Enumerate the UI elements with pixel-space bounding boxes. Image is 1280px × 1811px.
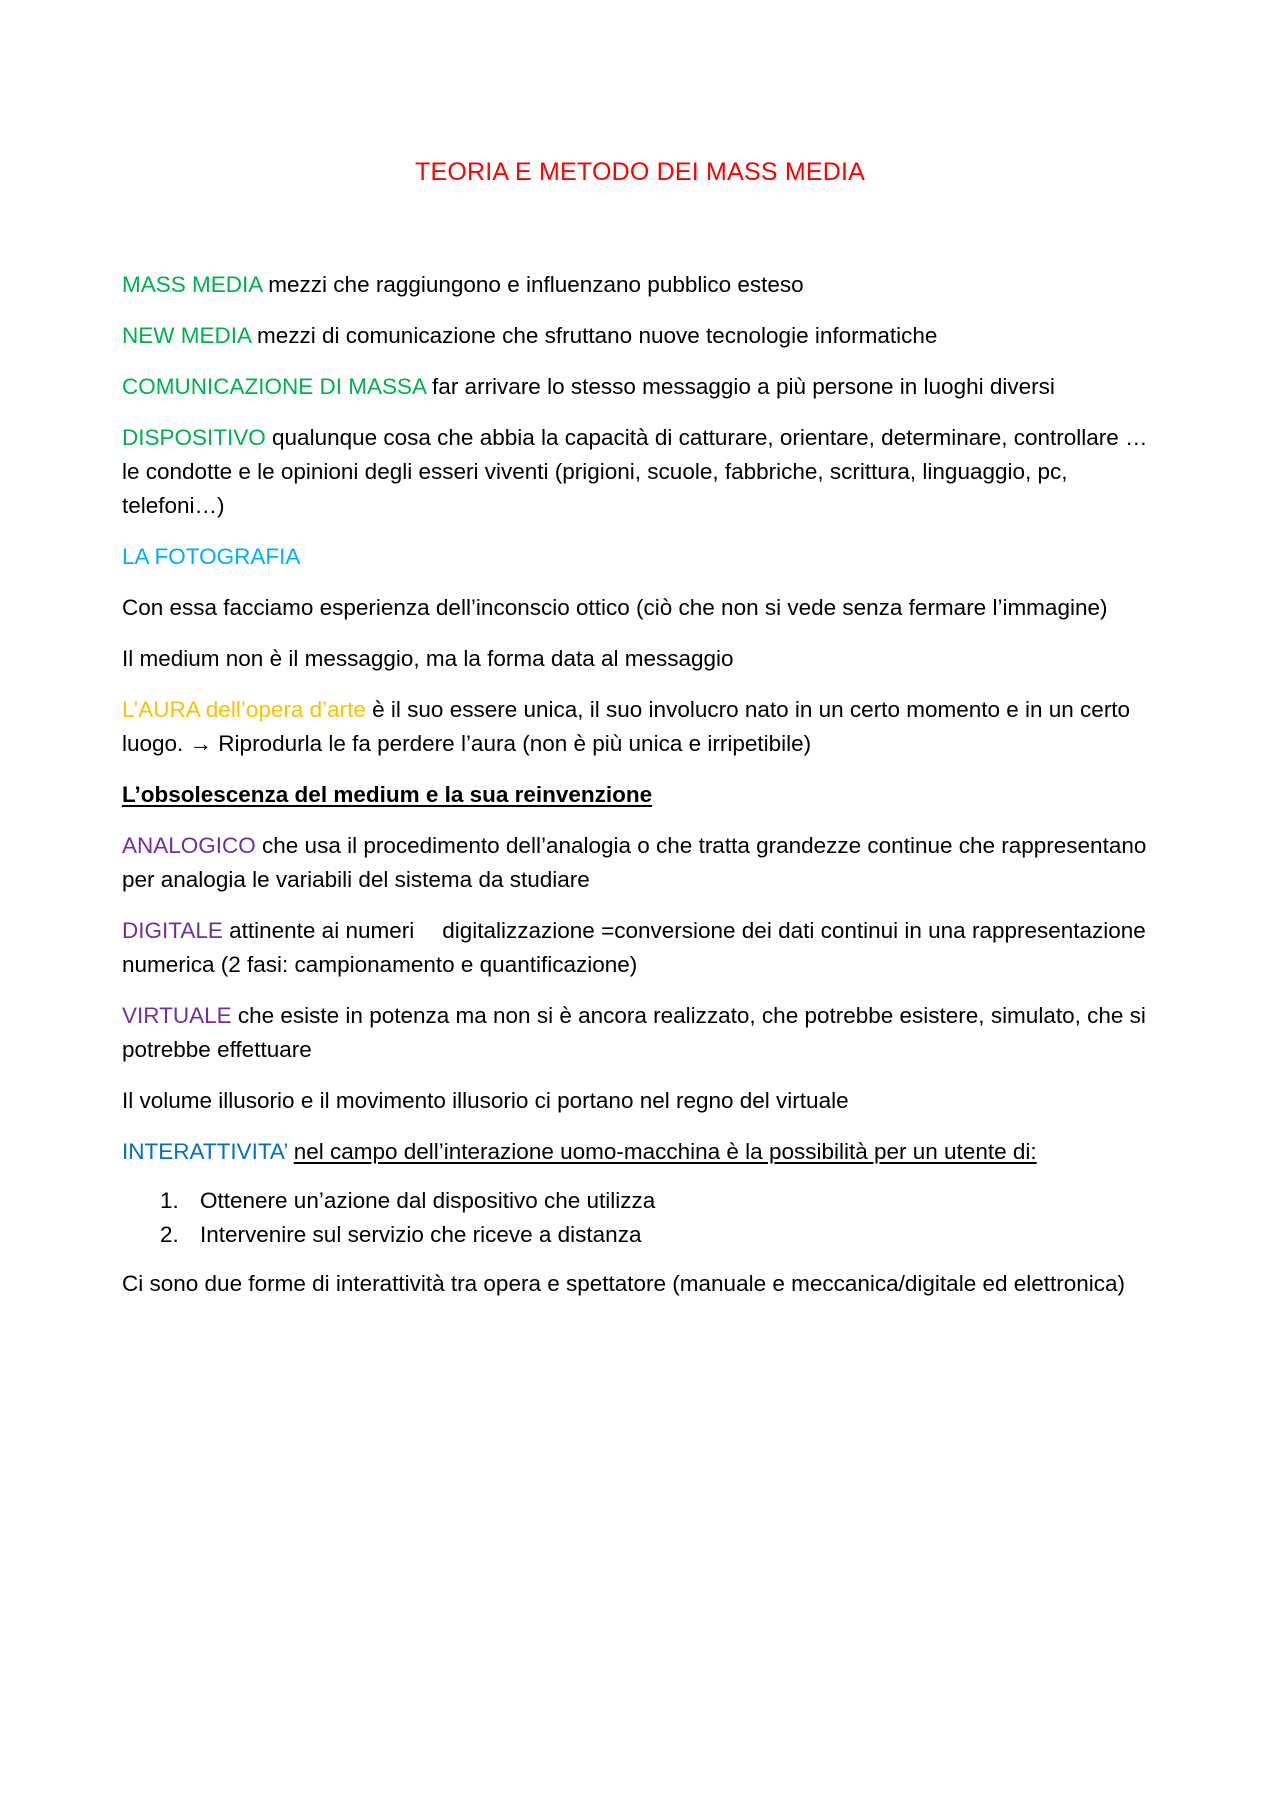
definition-comunicazione: far arrivare lo stesso messaggio a più persone in luoghi diversi — [425, 374, 1055, 399]
term-aura: L’AURA dell’opera d’arte — [122, 697, 366, 722]
term-fotografia: LA FOTOGRAFIA — [122, 544, 301, 569]
paragraph-analogico — [122, 829, 1162, 897]
definition-virtuale: che esiste in potenza ma non si è ancora realizzato, che potrebbe esistere, simulato, che si potrebbe effettuare — [122, 1003, 1146, 1062]
section-heading-obsolescenza: L’obsolescenza del medium e la sua reinvenzione — [122, 782, 653, 807]
term-comunicazione: COMUNICAZIONE DI MASSA — [122, 374, 426, 399]
term-mass-media: MASS MEDIA — [122, 272, 263, 297]
paragraph-forme: Ci sono due forme di interattività tra opera e spettatore (manuale e meccanica/digitale ed elettronica) — [122, 1271, 1126, 1296]
paragraph-fotografia — [122, 540, 1162, 574]
paragraph-mass-media — [122, 268, 1162, 302]
term-analogico: ANALOGICO — [122, 833, 256, 858]
definition-interattivita: nel campo dell’interazione uomo-macchina è la possibilità per un utente di: — [293, 1139, 1037, 1164]
list-item-number: 2. — [160, 1222, 179, 1247]
paragraph-virtuale — [122, 999, 1162, 1067]
paragraph-dispositivo — [122, 421, 1162, 523]
definition-analogico: che usa il procedimento dell’analogia o che tratta grandezze continue che rappresentano per analogia le variabili del sistema da studiare — [122, 833, 1147, 892]
term-interattivita: INTERATTIVITA’ — [122, 1139, 288, 1164]
list-item-number: 1. — [160, 1188, 179, 1213]
paragraph-digitale — [122, 914, 1162, 982]
term-dispositivo: DISPOSITIVO — [122, 425, 266, 450]
definition-mass-media: mezzi che raggiungono e influenzano pubblico esteso — [262, 272, 804, 297]
definition-dispositivo: qualunque cosa che abbia la capacità di catturare, orientare, determinare, controllare … le condotte e le opinioni degli esseri viventi (prigioni, scuole, fabbriche, scrittura, linguaggio, pc, telefoni…) — [122, 425, 1148, 518]
list-item — [122, 1218, 1162, 1252]
document-body — [122, 268, 1162, 1318]
term-digitale: DIGITALE — [122, 918, 223, 943]
paragraph-medium: Il medium non è il messaggio, ma la forma data al messaggio — [122, 646, 734, 671]
paragraph-new-media — [122, 319, 1162, 353]
list-item-text: Intervenire sul servizio che riceve a distanza — [200, 1222, 642, 1247]
list-item — [122, 1184, 1162, 1218]
numbered-list — [122, 1184, 1162, 1252]
paragraph-aura — [122, 693, 1162, 761]
document-title: TEORIA E METODO DEI MASS MEDIA — [414, 158, 866, 186]
list-item-text: Ottenere un’azione dal dispositivo che utilizza — [200, 1188, 656, 1213]
definition-digitale: attinente ai numeri — [222, 918, 415, 943]
definition-aura: è il suo essere unica, il suo involucro nato in un certo momento e in un certo luogo. → Riprodurla le fa perdere l’aura (non è più unica e irripetibile) — [122, 697, 1131, 756]
term-virtuale: VIRTUALE — [122, 1003, 232, 1028]
paragraph-volume: Il volume illusorio e il movimento illusorio ci portano nel regno del virtuale — [122, 1088, 849, 1113]
paragraph-inconscio: Con essa facciamo esperienza dell’inconscio ottico (ciò che non si vede senza fermare l’immagine) — [122, 595, 1108, 620]
paragraph-comunicazione — [122, 370, 1162, 404]
term-new-media: NEW MEDIA — [122, 323, 251, 348]
definition-new-media: mezzi di comunicazione che sfruttano nuove tecnologie informatiche — [250, 323, 938, 348]
paragraph-interattivita — [122, 1135, 1162, 1169]
definition-digitalizzazione: digitalizzazione =conversione dei dati continui in una rappresentazione numerica (2 fasi: campionamento e quantificazione) — [122, 918, 1146, 977]
